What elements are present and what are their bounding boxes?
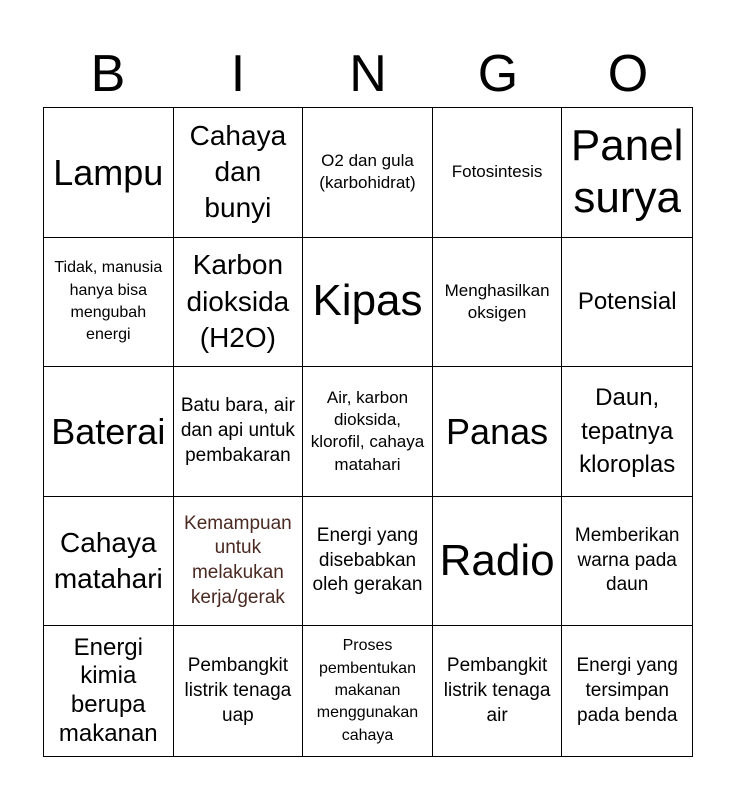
- cell-text: Cahaya dan bunyi: [189, 119, 287, 224]
- header-letter-b: B: [90, 45, 126, 103]
- bingo-cell[interactable]: [303, 108, 433, 238]
- bingo-cell[interactable]: [174, 626, 304, 756]
- bingo-cell[interactable]: [44, 367, 174, 497]
- bingo-cell[interactable]: [44, 626, 174, 756]
- cell-text: Karbon dioksida (H2O): [186, 249, 290, 354]
- bingo-cell[interactable]: [562, 367, 692, 497]
- bingo-cell[interactable]: [562, 497, 692, 627]
- bingo-cell[interactable]: [44, 238, 174, 368]
- cell-text: Batu bara, air dan api untuk pembakaran: [180, 395, 295, 466]
- header-letter-g: G: [477, 45, 519, 103]
- bingo-cell[interactable]: [303, 238, 433, 368]
- cell-text: Fotosintesis: [451, 162, 543, 182]
- bingo-cell[interactable]: [174, 497, 304, 627]
- bingo-cell[interactable]: [174, 238, 304, 368]
- cell-text: Lampu: [53, 151, 164, 193]
- bingo-cell[interactable]: [303, 497, 433, 627]
- header-letter-n: N: [349, 45, 387, 103]
- bingo-card-grid: [43, 107, 693, 757]
- cell-text: Panas: [446, 410, 549, 452]
- cell-text: Memberikan warna pada daun: [574, 525, 680, 596]
- cell-text: Tidak, manusia hanya bisa mengubah energi: [54, 259, 163, 344]
- cell-text: Kemampuan untuk melakukan kerja/gerak: [184, 512, 292, 608]
- cell-text: Kipas: [312, 276, 423, 326]
- cell-text: Radio: [439, 535, 555, 585]
- cell-text: Air, karbon dioksida, klorofil, cahaya matahari: [310, 388, 425, 474]
- cell-text: Pembangkit listrik tenaga uap: [184, 655, 292, 726]
- cell-text: O2 dan gula (karbohidrat): [319, 151, 416, 193]
- bingo-cell[interactable]: [433, 238, 563, 368]
- cell-text: Baterai: [51, 410, 166, 452]
- cell-text: Energi yang disebabkan oleh gerakan: [312, 525, 423, 596]
- cell-text: Panel surya: [570, 120, 684, 223]
- bingo-cell[interactable]: [303, 367, 433, 497]
- bingo-cell[interactable]: [433, 497, 563, 627]
- cell-text: Energi kimia berupa makanan: [58, 633, 158, 747]
- bingo-cell[interactable]: [562, 626, 692, 756]
- bingo-cell[interactable]: [174, 367, 304, 497]
- cell-text: Cahaya matahari: [53, 526, 163, 595]
- bingo-header: [43, 40, 693, 108]
- bingo-cell[interactable]: [433, 108, 563, 238]
- bingo-cell[interactable]: [433, 367, 563, 497]
- cell-text: Daun, tepatnya kloroplas: [579, 384, 676, 479]
- bingo-cell[interactable]: [44, 497, 174, 627]
- cell-text: Pembangkit listrik tenaga air: [443, 655, 551, 726]
- bingo-cell[interactable]: [303, 626, 433, 756]
- bingo-cell[interactable]: [433, 626, 563, 756]
- bingo-cell[interactable]: [562, 108, 692, 238]
- cell-text: Menghasilkan oksigen: [444, 280, 550, 322]
- header-letter-i: I: [230, 45, 246, 103]
- bingo-cell[interactable]: [562, 238, 692, 368]
- bingo-cell[interactable]: [44, 108, 174, 238]
- bingo-cell[interactable]: [174, 108, 304, 238]
- cell-text: Proses pembentukan makanan menggunakan cahaya: [316, 637, 419, 744]
- cell-text: Energi yang tersimpan pada benda: [576, 655, 678, 726]
- header-letter-o: O: [607, 45, 649, 103]
- cell-text: Potensial: [577, 288, 677, 316]
